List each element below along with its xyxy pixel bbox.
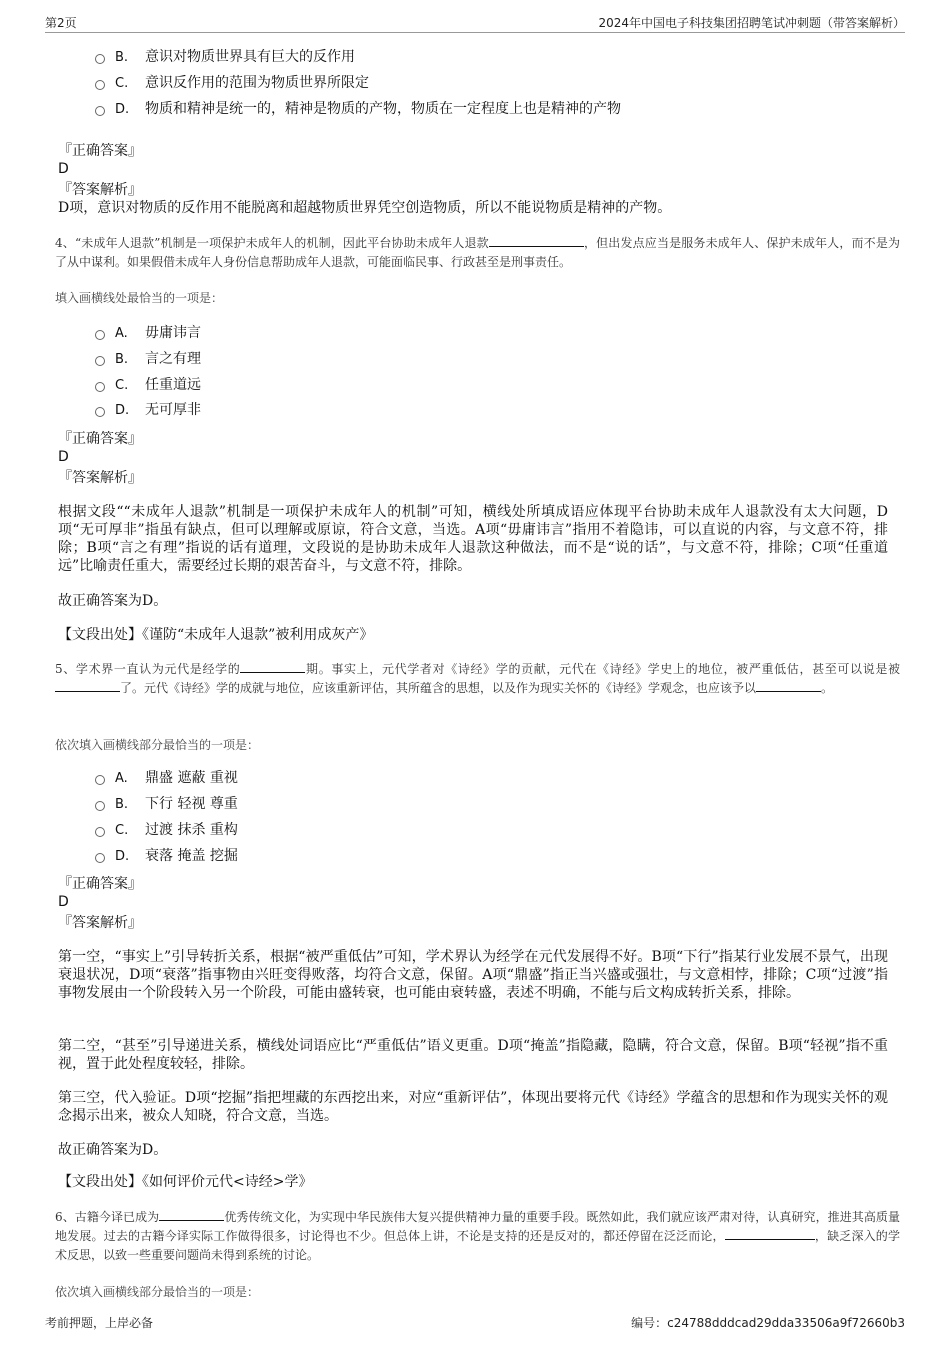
q5-prompt: 依次填入画横线部分最恰当的一项是： xyxy=(55,738,260,752)
option-text: 衰落 掩盖 挖掘 xyxy=(145,848,238,864)
q5-option-a[interactable]: A. 鼎盛 遮蔽 重视 xyxy=(95,768,238,788)
q3-option-d[interactable]: D. 物质和精神是统一的，精神是物质的产物，物质在一定程度上也是精神的产物 xyxy=(95,99,621,119)
q5-analysis-3: 第三空，代入验证。D项“挖掘”指把埋藏的东西挖出来，对应“重新评估”，体现出要将元代《诗经》学蕴含的思想和作为现实关怀的观念揭示出来，被众人知晓，符合文意，当选。 xyxy=(58,1090,888,1124)
radio-icon[interactable] xyxy=(95,775,105,785)
q4-answer: D xyxy=(58,449,69,465)
radio-icon[interactable] xyxy=(95,106,105,116)
radio-icon[interactable] xyxy=(95,80,105,90)
q3-analysis: D项，意识对物质的反作用不能脱离和超越物质世界凭空创造物质，所以不能说物质是精神的产物。 xyxy=(58,200,672,216)
option-text: 过渡 抹杀 重构 xyxy=(145,822,238,838)
radio-icon[interactable] xyxy=(95,356,105,366)
radio-icon[interactable] xyxy=(95,827,105,837)
q4-conclusion: 故正确答案为D。 xyxy=(58,593,168,609)
q4-stem: 4、“未成年人退款”机制是一项保护未成年人的机制，因此平台协助未成年人退款 ，但出发点应当是服务未成年人、保护未成年人，而不是为了从中谋利。如果假借未成年人身份信息帮助成年人退款，可能面临民事、行政甚至是刑事责任。 xyxy=(55,236,900,269)
option-text: 任重道远 xyxy=(145,377,201,393)
option-text: 言之有理 xyxy=(145,351,201,367)
q4-answer-label: 『正确答案』 xyxy=(58,431,142,447)
q4-option-b[interactable]: B. 言之有理 xyxy=(95,349,201,369)
q4-option-c[interactable]: C. 任重道远 xyxy=(95,375,201,395)
q6-blank-1 xyxy=(159,1208,224,1221)
q4-blank xyxy=(489,234,584,247)
document-id: 编号：c24788dddcad29dda33506a9f72660b3 xyxy=(631,1316,905,1330)
radio-icon[interactable] xyxy=(95,382,105,392)
q3-answer: D xyxy=(58,161,69,177)
q5-answer: D xyxy=(58,894,69,910)
q3-answer-label: 『正确答案』 xyxy=(58,143,142,159)
q5-option-d[interactable]: D. 衰落 掩盖 挖掘 xyxy=(95,846,238,866)
radio-icon[interactable] xyxy=(95,853,105,863)
q4-option-a[interactable]: A. 毋庸讳言 xyxy=(95,323,201,343)
q5-option-b[interactable]: B. 下行 轻视 尊重 xyxy=(95,794,238,814)
footer-slogan: 考前押题，上岸必备 xyxy=(45,1316,154,1330)
page-header xyxy=(45,12,905,33)
q5-blank-1 xyxy=(240,660,305,673)
q4-source: 【文段出处】《谨防“未成年人退款”被利用成灰产》 xyxy=(58,627,374,643)
q5-analysis-1: 第一空，“事实上”引导转折关系，根据“被严重低估”可知，学术界认为经学在元代发展得不好。B项“下行”指某行业发展不景气，出现衰退状况，D项“衰落”指事物由兴旺变得败落，均符合文意，保留。A项“鼎盛”指正当兴盛或强壮，与文意相悖，排除；C项“过渡”指事物发展由一个阶段转入另一个阶段，可能由盛转衰，也可能由衰转盛，表述不明确，不能与后文构成转折关系，排除。 xyxy=(58,949,888,1001)
q5-option-c[interactable]: C. 过渡 抹杀 重构 xyxy=(95,820,238,840)
q5-blank-3 xyxy=(756,679,821,692)
option-text: 鼎盛 遮蔽 重视 xyxy=(145,770,238,786)
page-footer xyxy=(45,1312,905,1332)
option-text: 无可厚非 xyxy=(145,402,201,418)
q3-option-b[interactable]: B. 意识对物质世界具有巨大的反作用 xyxy=(95,47,355,67)
q5-analysis-label: 『答案解析』 xyxy=(58,915,142,931)
q5-conclusion: 故正确答案为D。 xyxy=(58,1142,168,1158)
q5-source: 【文段出处】《如何评价元代<诗经>学》 xyxy=(58,1174,313,1190)
q5-analysis-2: 第二空，“甚至”引导递进关系，横线处词语应比“严重低估”语义更重。D项“掩盖”指隐藏，隐瞒，符合文意，保留。B项“轻视”指不重视，置于此处程度较轻，排除。 xyxy=(58,1038,888,1072)
q5-stem: 5、学术界一直认为元代是经学的 期。事实上，元代学者对《诗经》学的贡献，元代在《诗经》学史上的地位，被严重低估，甚至可以说是被了。元代《诗经》学的成就与地位，应该重新评估，其所蕴含的思想，以及作为现实关怀的《诗经》学观念，也应该予以 。 xyxy=(55,662,900,695)
q6-stem: 6、古籍今译已成为 优秀传统文化，为实现中华民族伟大复兴提供精神力量的重要手段。既然如此，我们就应该严肃对待，认真研究，推进其高质量地发展。过去的古籍今译实际工作做得很多，讨论得也不少。但总体上讲，不论是支持的还是反对的，都还停留在泛泛而论， ，缺乏深入的学术反思，以致一些重要问题尚未得到系统的讨论。 xyxy=(55,1210,900,1262)
q6-blank-2 xyxy=(725,1227,815,1240)
q6-prompt: 依次填入画横线部分最恰当的一项是： xyxy=(55,1285,260,1299)
option-text: 下行 轻视 尊重 xyxy=(145,796,238,812)
q5-blank-2 xyxy=(55,679,120,692)
option-text: 毋庸讳言 xyxy=(145,325,201,341)
q4-prompt: 填入画横线处最恰当的一项是： xyxy=(55,291,224,305)
q4-option-d[interactable]: D. 无可厚非 xyxy=(95,400,201,420)
q3-analysis-label: 『答案解析』 xyxy=(58,182,142,198)
option-text: 意识对物质世界具有巨大的反作用 xyxy=(145,49,355,65)
page-number: 第2页 xyxy=(45,16,77,30)
radio-icon[interactable] xyxy=(95,407,105,417)
option-text: 物质和精神是统一的，精神是物质的产物，物质在一定程度上也是精神的产物 xyxy=(145,101,621,117)
document-title: 2024年中国电子科技集团招聘笔试冲刺题（带答案解析） xyxy=(598,16,905,30)
q5-answer-label: 『正确答案』 xyxy=(58,876,142,892)
option-text: 意识反作用的范围为物质世界所限定 xyxy=(145,75,369,91)
radio-icon[interactable] xyxy=(95,330,105,340)
q4-analysis: 根据文段““未成年人退款”机制是一项保护未成年人的机制”可知，横线处所填成语应体现平台协助未成年人退款没有太大问题，D项“无可厚非”指虽有缺点，但可以理解或原谅，符合文意，当选。A项“毋庸讳言”指用不着隐讳，可以直说的内容，与文意不符，排除；B项“言之有理”指说的话有道理，文段说的是协助未成年人退款这种做法，而不是“说的话”，与文意不符，排除；C项“任重道远”比喻责任重大，需要经过长期的艰苦奋斗，与文意不符，排除。 xyxy=(58,504,888,574)
q4-analysis-label: 『答案解析』 xyxy=(58,470,142,486)
q3-option-c[interactable]: C. 意识反作用的范围为物质世界所限定 xyxy=(95,73,369,93)
radio-icon[interactable] xyxy=(95,801,105,811)
radio-icon[interactable] xyxy=(95,54,105,64)
